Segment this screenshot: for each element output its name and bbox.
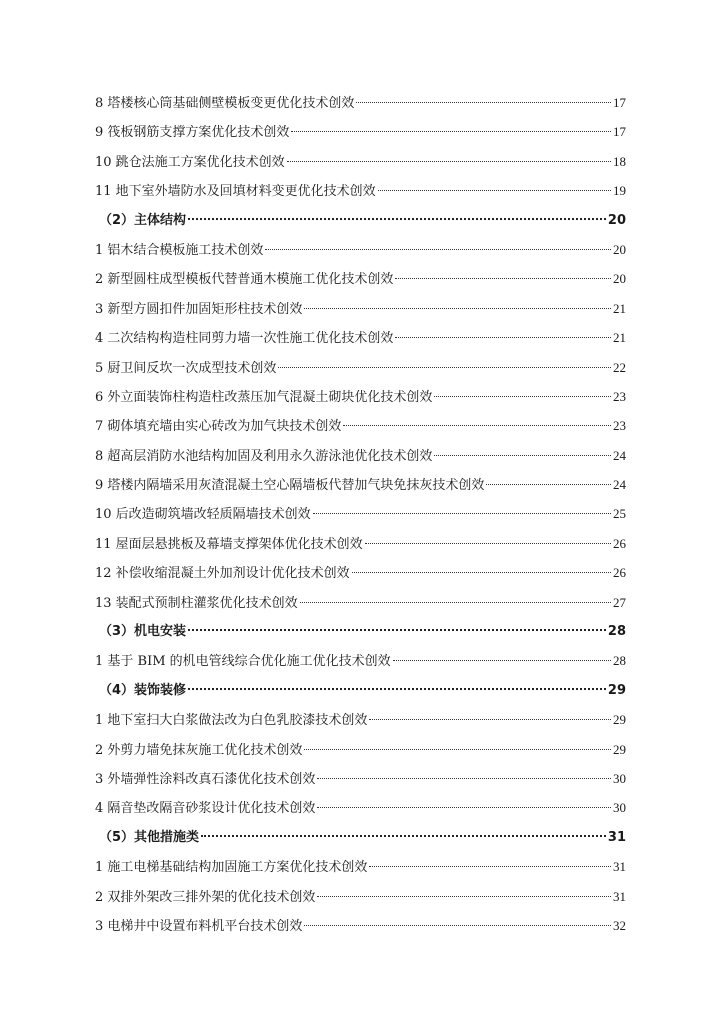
toc-entry-title: 5 厨卫间反坎一次成型技术创效 [95, 360, 277, 376]
toc-entry-title: 13 装配式预制柱灌浆优化技术创效 [95, 595, 298, 611]
toc-entry-title: 11 屋面层悬挑板及幕墙支撑架体优化技术创效 [95, 536, 363, 552]
toc-entry-title: 1 铝木结合模板施工技术创效 [95, 242, 264, 258]
toc-entry-title: 8 塔楼核心筒基础侧壁模板变更优化技术创效 [95, 96, 355, 111]
toc-section-title: （3）机电安装 [99, 624, 187, 640]
toc-entry[interactable] [95, 411, 626, 440]
dot-leader [369, 866, 611, 867]
toc-entry-title: 3 电梯井中设置布料机平台技术创效 [95, 918, 303, 934]
toc-entry-title: 10 跳仓法施工方案优化技术创效 [95, 154, 285, 170]
toc-entry-title: 7 砌体填充墙由实心砖改为加气块技术创效 [95, 419, 342, 435]
toc-entry-page: 27 [613, 594, 626, 610]
toc-section-title: （5）其他措施类 [99, 829, 200, 845]
toc-entry[interactable] [95, 441, 626, 470]
toc-entry-title: 11 地下室外墙防水及回填材料变更优化技术创效 [95, 184, 376, 200]
dot-leader [265, 249, 611, 250]
toc-entry[interactable] [95, 264, 626, 293]
toc-entry[interactable] [95, 382, 626, 411]
dot-leader [317, 896, 611, 897]
dot-leader [343, 425, 611, 426]
toc-entry[interactable] [95, 499, 626, 528]
toc-entry-page: 18 [613, 153, 626, 169]
dot-leader [304, 925, 611, 926]
dot-leader [395, 278, 611, 279]
toc-section-title: （2）主体结构 [99, 212, 187, 228]
dot-leader [287, 161, 611, 162]
toc-entry[interactable] [95, 705, 626, 734]
toc-entry-title: 3 外墙弹性涂料改真石漆优化技术创效 [95, 771, 316, 787]
toc-entry[interactable] [95, 646, 626, 675]
dot-leader [317, 807, 611, 808]
dot-leader [188, 218, 606, 220]
dot-leader [317, 778, 611, 779]
toc-entry-page: 28 [613, 653, 626, 669]
dot-leader [188, 629, 606, 631]
toc-entry[interactable] [95, 353, 626, 382]
toc-entry-title: 6 外立面装饰柱构造柱改蒸压加气混凝土砌块优化技术创效 [95, 389, 433, 405]
toc-section-page: 31 [607, 829, 626, 845]
toc-entry[interactable] [95, 470, 626, 499]
toc-entry[interactable] [95, 529, 626, 558]
dot-leader [300, 602, 611, 603]
dot-leader [201, 835, 606, 837]
dot-leader [304, 308, 611, 309]
toc-entry[interactable] [95, 88, 626, 117]
toc-entry-title: 10 后改造砌筑墙改轻质隔墙技术创效 [95, 507, 311, 523]
toc-entry[interactable] [95, 294, 626, 323]
toc-entry-page: 30 [613, 800, 626, 816]
toc-section-title: （4）装饰装修 [99, 682, 187, 698]
dot-leader [352, 572, 611, 573]
toc-entry-title: 3 新型方圆扣件加固矩形柱技术创效 [95, 301, 303, 317]
toc-entry-title: 1 地下室扫大白浆做法改为白色乳胶漆技术创效 [95, 713, 368, 729]
toc-entry-title: 2 外剪力墙免抹灰施工优化技术创效 [95, 742, 303, 758]
toc-entry-title: 4 二次结构构造柱同剪力墙一次性施工优化技术创效 [95, 331, 394, 347]
toc-entry-page: 29 [613, 741, 626, 757]
toc-entry-title: 1 基于 BIM 的机电管线综合优化施工优化技术创效 [95, 654, 391, 670]
toc-entry-title: 9 筏板钢筋支撑方案优化技术创效 [95, 125, 290, 141]
dot-leader [369, 719, 611, 720]
toc-section-page: 20 [607, 212, 626, 228]
toc-section-heading[interactable] [95, 676, 626, 705]
toc-entry-title: 12 补偿收缩混凝土外加剂设计优化技术创效 [95, 566, 350, 582]
dot-leader [378, 190, 611, 191]
toc-entry[interactable] [95, 911, 626, 940]
toc-entry-title: 9 塔楼内隔墙采用灰渣混凝土空心隔墙板代替加气块免抹灰技术创效 [95, 478, 485, 494]
toc-entry-page: 17 [613, 124, 626, 140]
toc-entry-page: 21 [613, 300, 626, 316]
dot-leader [304, 749, 611, 750]
toc-entry-title: 4 隔音垫改隔音砂浆设计优化技术创效 [95, 801, 316, 817]
toc-entry-title: 8 超高层消防水池结构加固及利用永久游泳池优化技术创效 [95, 448, 433, 464]
toc-entry-page: 17 [613, 95, 626, 110]
toc-entry-page: 31 [613, 859, 626, 875]
toc-section-heading[interactable] [95, 823, 626, 852]
toc-section-page: 29 [607, 682, 626, 698]
toc-entry[interactable] [95, 588, 626, 617]
toc-entry-title: 2 双排外架改三排外架的优化技术创效 [95, 889, 316, 905]
dot-leader [395, 337, 611, 338]
toc-entry-page: 29 [613, 712, 626, 728]
toc-entry[interactable] [95, 235, 626, 264]
dot-leader [278, 367, 611, 368]
toc-entry-page: 30 [613, 770, 626, 786]
toc-entry-page: 32 [613, 917, 626, 933]
toc-entry-page: 22 [613, 359, 626, 375]
toc-entry-title: 1 施工电梯基础结构加固施工方案优化技术创效 [95, 860, 368, 876]
toc-entry-page: 31 [613, 888, 626, 904]
toc-entry[interactable] [95, 147, 626, 176]
toc-entry-page: 23 [613, 388, 626, 404]
dot-leader [434, 455, 611, 456]
toc-entry-page: 24 [613, 447, 626, 463]
toc-entry-page: 20 [613, 241, 626, 257]
toc-entry-page: 23 [613, 418, 626, 434]
toc-section-heading[interactable] [95, 206, 626, 235]
toc-entry[interactable] [95, 852, 626, 881]
dot-leader [291, 131, 611, 132]
toc-entry-page: 26 [613, 565, 626, 581]
toc-entry[interactable] [95, 176, 626, 205]
toc-entry-page: 20 [613, 271, 626, 287]
dot-leader [393, 660, 611, 661]
toc-entry[interactable] [95, 735, 626, 764]
dot-leader [434, 396, 611, 397]
toc-entry[interactable] [95, 882, 626, 911]
toc-entry-title: 2 新型圆柱成型模板代替普通木模施工优化技术创效 [95, 272, 394, 288]
toc-entry-page: 25 [613, 506, 626, 522]
table-of-contents [95, 88, 626, 940]
toc-entry[interactable] [95, 764, 626, 793]
toc-entry-page: 21 [613, 330, 626, 346]
dot-leader [486, 484, 611, 485]
toc-entry[interactable] [95, 793, 626, 822]
toc-entry-page: 26 [613, 535, 626, 551]
toc-entry[interactable] [95, 117, 626, 146]
toc-entry[interactable] [95, 323, 626, 352]
dot-leader [365, 543, 611, 544]
toc-entry[interactable] [95, 558, 626, 587]
toc-section-page: 28 [607, 624, 626, 640]
toc-section-heading[interactable] [95, 617, 626, 646]
dot-leader [356, 102, 611, 103]
dot-leader [188, 688, 606, 690]
toc-entry-page: 24 [613, 477, 626, 493]
dot-leader [313, 513, 611, 514]
toc-entry-page: 19 [613, 183, 626, 199]
